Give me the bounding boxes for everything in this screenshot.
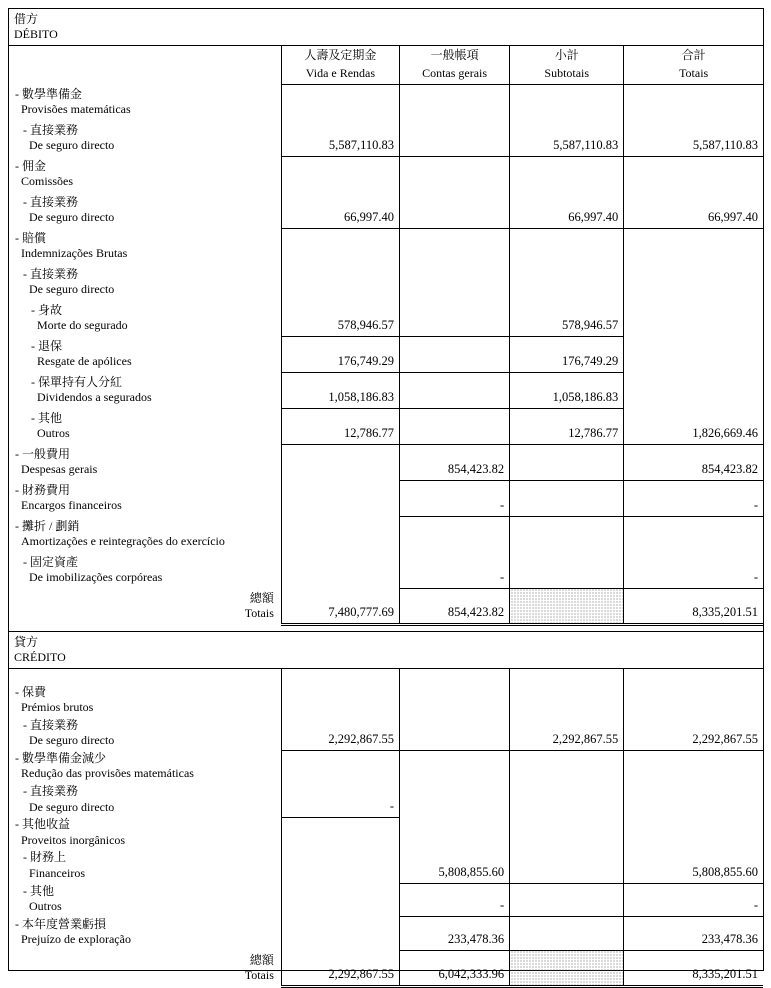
table-row [9, 156, 763, 192]
debit-section-title [9, 9, 763, 46]
amount-cell [510, 850, 624, 883]
table-row [9, 228, 763, 264]
row-label-cell [9, 300, 281, 336]
spacer-cell [281, 669, 399, 685]
table-row [9, 718, 763, 751]
amount-cell [400, 784, 510, 817]
row-label-pt: Dividendos a segurados [37, 390, 152, 405]
debit-title-zh: 借方 [14, 12, 39, 26]
row-label-cell [9, 264, 281, 300]
amount-cell: 176,749.29 [510, 336, 624, 372]
row-label-zh: - 數學準備金 [15, 86, 82, 101]
column-header-totais [624, 46, 763, 84]
row-label-zh: - 退保 [31, 338, 62, 353]
amount-cell [281, 516, 399, 552]
totals-label-zh: 總額 [249, 952, 274, 967]
amount-cell [510, 444, 624, 480]
amount-cell: 2,292,867.55 [624, 718, 763, 751]
table-row [9, 552, 763, 588]
row-label-pt: Comissões [21, 174, 74, 189]
row-label-zh: - 身故 [31, 302, 62, 317]
row-label-cell [9, 685, 281, 718]
totals-label-pt: Totais [244, 968, 274, 983]
amount-cell [624, 817, 763, 850]
amount-cell: - [624, 884, 763, 917]
amount-cell [400, 156, 510, 192]
row-label-cell [9, 192, 281, 228]
row-label-zh: - 保單持有人分紅 [31, 374, 122, 389]
table-row [9, 884, 763, 917]
amount-cell [624, 228, 763, 264]
row-label-cell [9, 120, 281, 156]
amount-cell [400, 120, 510, 156]
credit-title-pt: CRÉDITO [14, 649, 66, 664]
column-header-vida-pt: Vida e Rendas [305, 65, 376, 80]
row-label-pt: Prejuízo de exploração [21, 932, 131, 947]
row-label-pt: De seguro directo [29, 282, 115, 297]
spacer-label-cell [9, 669, 281, 685]
column-header-vida [281, 46, 399, 84]
totals-row [9, 588, 763, 624]
table-row [9, 408, 763, 444]
column-header-subtotais-pt: Subtotais [544, 65, 590, 80]
row-label-zh: - 固定資產 [23, 554, 78, 569]
row-label-zh: - 直接業務 [23, 194, 78, 209]
table-row [9, 264, 763, 300]
row-label-cell [9, 372, 281, 408]
amount-cell [510, 917, 624, 950]
amount-cell [510, 784, 624, 817]
amount-cell: 854,423.82 [400, 444, 510, 480]
row-label-zh: - 攤折 / 劃銷 [15, 518, 80, 533]
amount-cell: - [624, 552, 763, 588]
amount-cell [624, 685, 763, 718]
row-label-pt: Outros [29, 899, 62, 914]
amount-cell [510, 552, 624, 588]
totals-shaded-cell [510, 588, 624, 624]
row-label-cell [9, 336, 281, 372]
table-row [9, 685, 763, 718]
row-label-pt: De seguro directo [29, 138, 115, 153]
row-label-cell [9, 444, 281, 480]
amount-cell [281, 264, 399, 300]
amount-cell: 12,786.77 [510, 408, 624, 444]
table-row [9, 336, 763, 372]
row-label-pt: Provisões matemáticas [21, 102, 131, 117]
totals-amount-cell: 854,423.82 [400, 588, 510, 624]
totals-amount-cell: 7,480,777.69 [281, 588, 399, 624]
amount-cell [281, 850, 399, 883]
table-row [9, 516, 763, 552]
amount-cell [510, 264, 624, 300]
row-label-cell [9, 917, 281, 950]
amount-cell [624, 336, 763, 372]
row-label-zh: - 賠償 [15, 230, 46, 245]
amount-cell [400, 228, 510, 264]
amount-cell [281, 685, 399, 718]
amount-cell: 176,749.29 [281, 336, 399, 372]
row-label-cell [9, 408, 281, 444]
totals-amount-cell: 6,042,333.96 [400, 950, 510, 986]
row-label-cell [9, 784, 281, 817]
row-label-cell [9, 480, 281, 516]
amount-cell: 66,997.40 [624, 192, 763, 228]
row-label-zh: - 財務費用 [15, 482, 70, 497]
amount-cell [400, 516, 510, 552]
amount-cell: 578,946.57 [510, 300, 624, 336]
amount-cell: - [281, 784, 399, 817]
row-label-zh: - 佣金 [15, 158, 46, 173]
amount-cell [281, 156, 399, 192]
row-label-cell [9, 228, 281, 264]
totals-label-pt: Totais [244, 606, 274, 621]
amount-cell [281, 228, 399, 264]
row-label-zh: - 財務上 [23, 850, 66, 865]
amount-cell [510, 817, 624, 850]
totals-label-zh: 總額 [249, 590, 274, 605]
amount-cell: 2,292,867.55 [510, 718, 624, 751]
amount-cell: 5,587,110.83 [624, 120, 763, 156]
column-header-row [9, 46, 763, 84]
totals-label-cell [9, 588, 281, 624]
amount-cell [400, 372, 510, 408]
row-label-cell [9, 751, 281, 784]
table-row [9, 917, 763, 950]
amount-cell: 233,478.36 [624, 917, 763, 950]
row-label-pt: Financeiros [29, 866, 85, 881]
row-label-cell [9, 817, 281, 850]
row-label-zh: - 其他 [23, 883, 54, 898]
row-label-zh: - 直接業務 [23, 122, 78, 137]
column-header-subtotais [510, 46, 624, 84]
amount-cell [510, 751, 624, 784]
debit-table [9, 46, 763, 626]
label-column-header [9, 46, 281, 84]
amount-cell: 854,423.82 [624, 444, 763, 480]
column-header-totais-pt: Totais [679, 65, 709, 80]
column-header-contas-pt: Contas gerais [422, 65, 488, 80]
table-row [9, 444, 763, 480]
amount-cell: 66,997.40 [281, 192, 399, 228]
column-header-contas [400, 46, 510, 84]
row-label-cell [9, 552, 281, 588]
table-row [9, 84, 763, 120]
row-label-pt: De seguro directo [29, 733, 115, 748]
table-row [9, 300, 763, 336]
amount-cell [281, 480, 399, 516]
amount-cell [624, 784, 763, 817]
spacer-cell [400, 669, 510, 685]
amount-cell [281, 84, 399, 120]
totals-row [9, 950, 763, 986]
credit-section-title [9, 632, 763, 669]
row-label-pt: Proveitos inorgânicos [21, 832, 126, 847]
amount-cell [400, 300, 510, 336]
row-label-pt: Resgate de apólices [37, 354, 132, 369]
totals-label-cell [9, 950, 281, 986]
spacer-cell [624, 669, 763, 685]
totals-shaded-cell [510, 950, 624, 986]
amount-cell: - [400, 884, 510, 917]
amount-cell [624, 84, 763, 120]
row-label-pt: De seguro directo [29, 210, 115, 225]
amount-cell [624, 300, 763, 336]
amount-cell [510, 884, 624, 917]
table-row [9, 120, 763, 156]
amount-cell [281, 552, 399, 588]
amount-cell [281, 917, 399, 950]
row-label-zh: - 直接業務 [23, 266, 78, 281]
amount-cell [510, 480, 624, 516]
amount-cell [624, 372, 763, 408]
amount-cell [510, 516, 624, 552]
credit-table [9, 669, 763, 988]
amount-cell [624, 264, 763, 300]
credit-title-zh: 貸方 [14, 634, 39, 649]
row-label-pt: Indemnizações Brutas [21, 246, 128, 261]
row-label-zh: - 數學準備金減少 [15, 750, 106, 765]
row-label-pt: Redução das provisões matemáticas [21, 766, 194, 781]
row-label-cell [9, 84, 281, 120]
row-label-pt: Amortizações e reintegrações do exercício [21, 534, 225, 549]
column-header-contas-zh: 一般帳項 [430, 48, 479, 63]
totals-amount-cell: 2,292,867.55 [281, 950, 399, 986]
amount-cell [281, 817, 399, 850]
row-label-zh: - 本年度營業虧損 [15, 916, 106, 931]
row-label-cell [9, 718, 281, 751]
amount-cell: - [400, 480, 510, 516]
spacer-cell [510, 669, 624, 685]
amount-cell [624, 156, 763, 192]
amount-cell: 5,808,855.60 [624, 850, 763, 883]
amount-cell [624, 516, 763, 552]
amount-cell [624, 751, 763, 784]
amount-cell: 66,997.40 [510, 192, 624, 228]
row-label-pt: Despesas gerais [21, 462, 98, 477]
column-header-subtotais-zh: 小計 [554, 48, 579, 63]
row-label-pt: De seguro directo [29, 799, 115, 814]
amount-cell: 1,058,186.83 [510, 372, 624, 408]
row-label-cell [9, 850, 281, 883]
amount-cell [400, 264, 510, 300]
row-label-pt: Morte do segurado [37, 318, 128, 333]
amount-cell: 1,058,186.83 [281, 372, 399, 408]
row-label-zh: - 直接業務 [23, 784, 78, 799]
credit-spacer-row [9, 669, 763, 685]
row-label-zh: - 直接業務 [23, 717, 78, 732]
amount-cell [400, 751, 510, 784]
table-row [9, 817, 763, 850]
amount-cell [510, 685, 624, 718]
amount-cell [510, 228, 624, 264]
row-label-cell [9, 156, 281, 192]
amount-cell [400, 685, 510, 718]
row-label-zh: - 其他收益 [15, 817, 70, 832]
totals-amount-cell: 8,335,201.51 [624, 588, 763, 624]
amount-cell [400, 192, 510, 228]
table-row [9, 372, 763, 408]
amount-cell: 5,587,110.83 [510, 120, 624, 156]
row-label-zh: - 一般費用 [15, 446, 70, 461]
table-row [9, 192, 763, 228]
column-header-totais-zh: 合計 [681, 48, 706, 63]
amount-cell [510, 156, 624, 192]
table-row [9, 480, 763, 516]
amount-cell: - [400, 552, 510, 588]
amount-cell [281, 884, 399, 917]
amount-cell: 578,946.57 [281, 300, 399, 336]
table-row [9, 751, 763, 784]
row-label-cell [9, 884, 281, 917]
amount-cell [400, 718, 510, 751]
amount-cell: 5,587,110.83 [281, 120, 399, 156]
amount-cell [510, 84, 624, 120]
amount-cell: - [624, 480, 763, 516]
debit-section [9, 9, 763, 632]
row-label-pt: De imobilizações corpóreas [29, 570, 163, 585]
row-label-cell [9, 516, 281, 552]
row-label-pt: Prémios brutos [21, 700, 94, 715]
amount-cell [281, 444, 399, 480]
amount-cell [400, 408, 510, 444]
credit-section [9, 632, 763, 988]
debit-title-pt: DÉBITO [14, 27, 58, 41]
row-label-pt: Outros [37, 426, 70, 441]
row-label-zh: - 保費 [15, 684, 46, 699]
amount-cell [281, 751, 399, 784]
table-row [9, 784, 763, 817]
totals-amount-cell: 8,335,201.51 [624, 950, 763, 986]
amount-cell: 2,292,867.55 [281, 718, 399, 751]
amount-cell: 5,808,855.60 [400, 850, 510, 883]
financial-statement-page [8, 8, 764, 983]
row-label-zh: - 其他 [31, 410, 62, 425]
amount-cell: 1,826,669.46 [624, 408, 763, 444]
row-label-pt: Encargos financeiros [21, 498, 122, 513]
amount-cell [400, 84, 510, 120]
amount-cell [400, 817, 510, 850]
amount-cell: 233,478.36 [400, 917, 510, 950]
amount-cell [400, 336, 510, 372]
table-row [9, 850, 763, 883]
column-header-vida-zh: 人壽及定期金 [304, 48, 377, 63]
amount-cell: 12,786.77 [281, 408, 399, 444]
